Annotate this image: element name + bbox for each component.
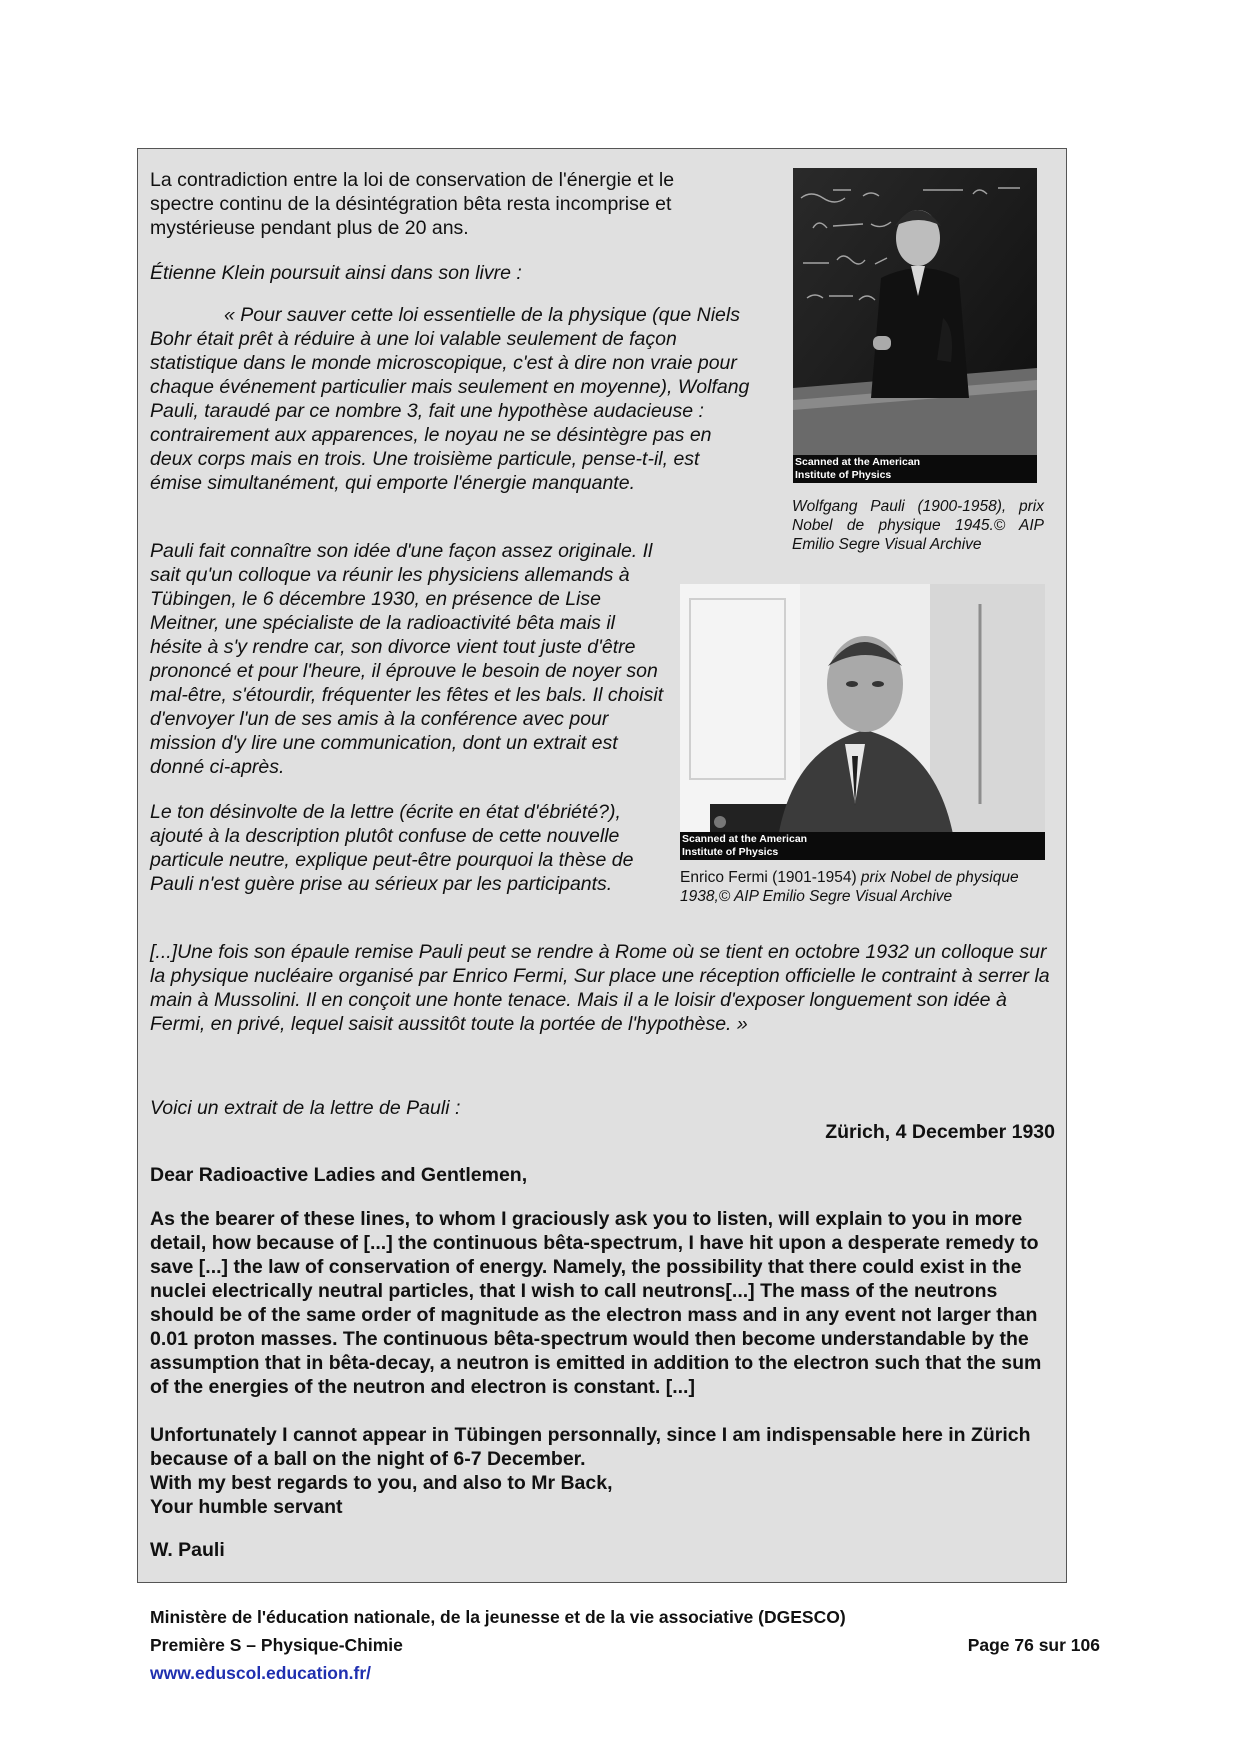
letter-place-date: Zürich, 4 December 1930 — [825, 1121, 1055, 1143]
fermi-photo-credit: Scanned at the American Institute of Physics — [680, 832, 1045, 860]
pauli-caption: Wolfgang Pauli (1900-1958), prix Nobel de physique 1945.© AIP Emilio Segre Visual Archive — [792, 498, 1044, 553]
pauli-photo-credit: Scanned at the American Institute of Physics — [793, 455, 1037, 483]
klein-intro: Étienne Klein poursuit ainsi dans son livre : — [150, 262, 522, 284]
letter-closing-2: Your humble servant — [150, 1496, 343, 1518]
letter-closing-1: With my best regards to you, and also to Mr Back, — [150, 1472, 613, 1494]
quote-paragraph-2: Pauli fait connaître son idée d'une façon assez originale. Il sait qu'un colloque va réunir les physiciens allemands à Tübingen, le 6 décembre 1930, en présence de Lise Meitner, une spécialiste de la radioactivité bêta mais il hésite à s'y rendre car, son divorce vient tout juste d'être prononcé et pour l'heure, il éprouve le besoin de noyer son mal-être, s'étourdir, fréquenter les fêtes et les bals. Il choisit d'envoyer l'un de ses amis à la conférence avec pour mission d'y lire une communication, dont un extrait est donné ci-après. — [150, 540, 664, 778]
letter-signature: W. Pauli — [150, 1539, 225, 1561]
fermi-photo — [680, 584, 1045, 860]
letter-salutation: Dear Radioactive Ladies and Gentlemen, — [150, 1164, 528, 1186]
letter-intro: Voici un extrait de la lettre de Pauli : — [150, 1097, 461, 1119]
quote-paragraph-4: [...]Une fois son épaule remise Pauli peut se rendre à Rome où se tient en octobre 1932 un colloque sur la physique nucléaire organisé par Enrico Fermi, Sur place une réception officielle le contraint à serrer la main à Mussolini. Il en conçoit une honte tenace. Mais il a le loisir d'exposer longuement son idée à Fermi, en privé, lequel saisit aussitôt toute la portée de l'hypothèse. » — [150, 941, 1050, 1035]
fermi-caption: Enrico Fermi (1901-1954) prix Nobel de physique 1938,© AIP Emilio Segre Visual Archive — [680, 869, 1019, 905]
letter-body-2: Unfortunately I cannot appear in Tübingen personnally, since I am indispensable here in Zürich because of a ball on the night of 6-7 December. — [150, 1424, 1031, 1470]
quote-paragraph-3: Le ton désinvolte de la lettre (écrite en état d'ébriété?), ajouté à la description plutôt confuse de cette nouvelle particule neutre, explique peut-être pourquoi la thèse de Pauli n'est guère prise au sérieux par les participants. — [150, 801, 634, 895]
footer-url-link[interactable]: www.eduscol.education.fr/ — [150, 1663, 372, 1683]
pauli-photo — [793, 168, 1037, 483]
intro-paragraph: La contradiction entre la loi de conservation de l'énergie et le spectre continu de la désintégration bêta resta incomprise et mystérieuse pendant plus de 20 ans. — [150, 169, 675, 239]
footer-ministry: Ministère de l'éducation nationale, de la jeunesse et de la vie associative (DGESCO) — [150, 1607, 846, 1627]
footer-page-number: Page 76 sur 106 — [967, 1635, 1100, 1655]
quote-paragraph-1: « Pour sauver cette loi essentielle de la physique (que Niels Bohr était prêt à réduire à une loi valable seulement de façon statistique dans le monde microscopique, c'est à dire non vraie pour chaque événement particulier mais seulement en moyenne), Wolfang Pauli, taraudé par ce nombre 3, fait une hypothèse audacieuse : contrairement aux apparences, le noyau ne se désintègre pas en deux corps mais en trois. Une troisième particule, pense-t-il, est émise simultanément, qui emporte l'énergie manquante. — [150, 304, 750, 494]
footer-course: Première S – Physique-Chimie — [150, 1635, 403, 1655]
letter-body: As the bearer of these lines, to whom I graciously ask you to listen, will explain to you in more detail, how because of [...] the continuous bêta-spectrum, I have hit upon a desperate remedy to save [...] the law of conservation of energy. Namely, the possibility that there could exist in the nuclei electrically neutral particles, that I wish to call neutrons[...] The mass of the neutrons should be of the same order of magnitude as the electron mass and in any event not larger than 0.01 proton masses. The continuous bêta-spectrum would then become understandable by the assumption that in bêta-decay, a neutron is emitted in addition to the electron such that the sum of the energies of the neutron and electron is constant. [...] — [150, 1208, 1042, 1398]
